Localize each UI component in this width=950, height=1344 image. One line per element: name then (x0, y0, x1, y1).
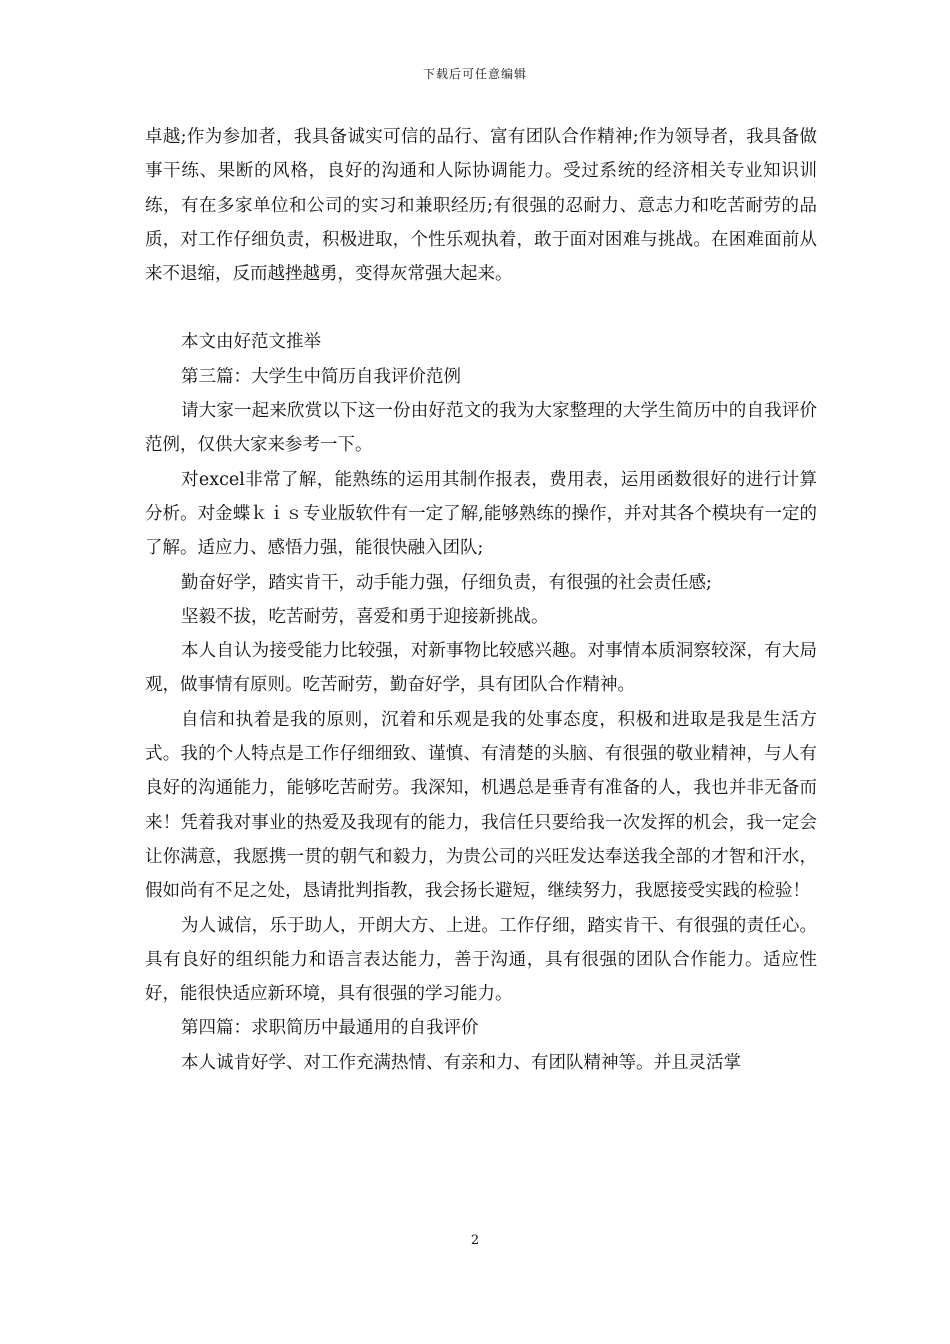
paragraph-source-note: 本文由好范文推举 (181, 332, 321, 353)
page-header: 下载后可任意编辑 (422, 67, 527, 81)
paragraph-gap (145, 291, 817, 325)
paragraph-excel: 对excel非常了解，能熟练的运用其制作报表，费用表，运用函数很好的进行计算分析。对金蝶ｋｉｓ专业版软件有一定了解,能够熟练的操作，并对其各个模块有一定的了解。适应力、感悟力强，能很快融入团队; (145, 469, 817, 559)
paragraph-confidence: 自信和执着是我的原则，沉着和乐观是我的处事态度，积极和进取是我是生活方式。我的个人特点是工作仔细细致、谨慎、有清楚的头脑、有很强的敬业精神，与人有良好的沟通能力，能够吃苦耐劳。我深知，机遇总是垂青有准备的人，我也并非无备而来！凭着我对事业的热爱及我现有的能力，我信任只要给我一次发挥的机会，我一定会让你满意，我愿携一贯的朝气和毅力，为贵公司的兴旺发达奉送我全部的才智和汗水，假如尚有不足之处，恳请批判指教，我会扬长避短，继续努力，我愿接受实践的检验！ (145, 709, 817, 902)
paragraph-intro: 请大家一起来欣赏以下这一份由好范文的我为大家整理的大学生简历中的自我评价范例，仅供大家来参考一下。 (145, 401, 817, 456)
section-heading-3: 第三篇：大学生中简历自我评价范例 (181, 366, 461, 387)
paragraph-1: 卓越;作为参加者，我具备诚实可信的品行、富有团队合作精神;作为领导者，我具备做事干练、果断的风格，良好的沟通和人际协调能力。受过系统的经济相关专业知识训练，有在多家单位和公司的实习和兼职经历;有很强的忍耐力、意志力和吃苦耐劳的品质，对工作仔细负责，积极进取，个性乐观执着，敢于面对困难与挑战。在困难面前从来不退缩，反而越挫越勇，变得灰常强大起来。 (145, 127, 817, 285)
paragraph-final: 本人诚肯好学、对工作充满热情、有亲和力、有团队精神等。并且灵活掌 (181, 1052, 741, 1073)
paragraph-integrity: 为人诚信，乐于助人，开朗大方、上进。工作仔细，踏实肯干、有很强的责任心。具有良好的组织能力和语言表达能力，善于沟通，具有很强的团队合作能力。适应性好，能很快适应新环境，具有很强的学习能力。 (145, 915, 817, 1005)
paragraph-diligent: 勤奋好学，踏实肯干，动手能力强，仔细负责，有很强的社会责任感; (181, 572, 712, 593)
page-number: 2 (470, 1233, 480, 1248)
document-body (145, 120, 817, 1080)
paragraph-persistent: 坚毅不拔，吃苦耐劳，喜爱和勇于迎接新挑战。 (181, 606, 549, 627)
paragraph-self-assessment: 本人自认为接受能力比较强，对新事物比较感兴趣。对事情本质洞察较深，有大局观，做事情有原则。吃苦耐劳，勤奋好学，具有团队合作精神。 (145, 641, 817, 696)
section-heading-4: 第四篇：求职简历中最通用的自我评价 (181, 1018, 479, 1039)
